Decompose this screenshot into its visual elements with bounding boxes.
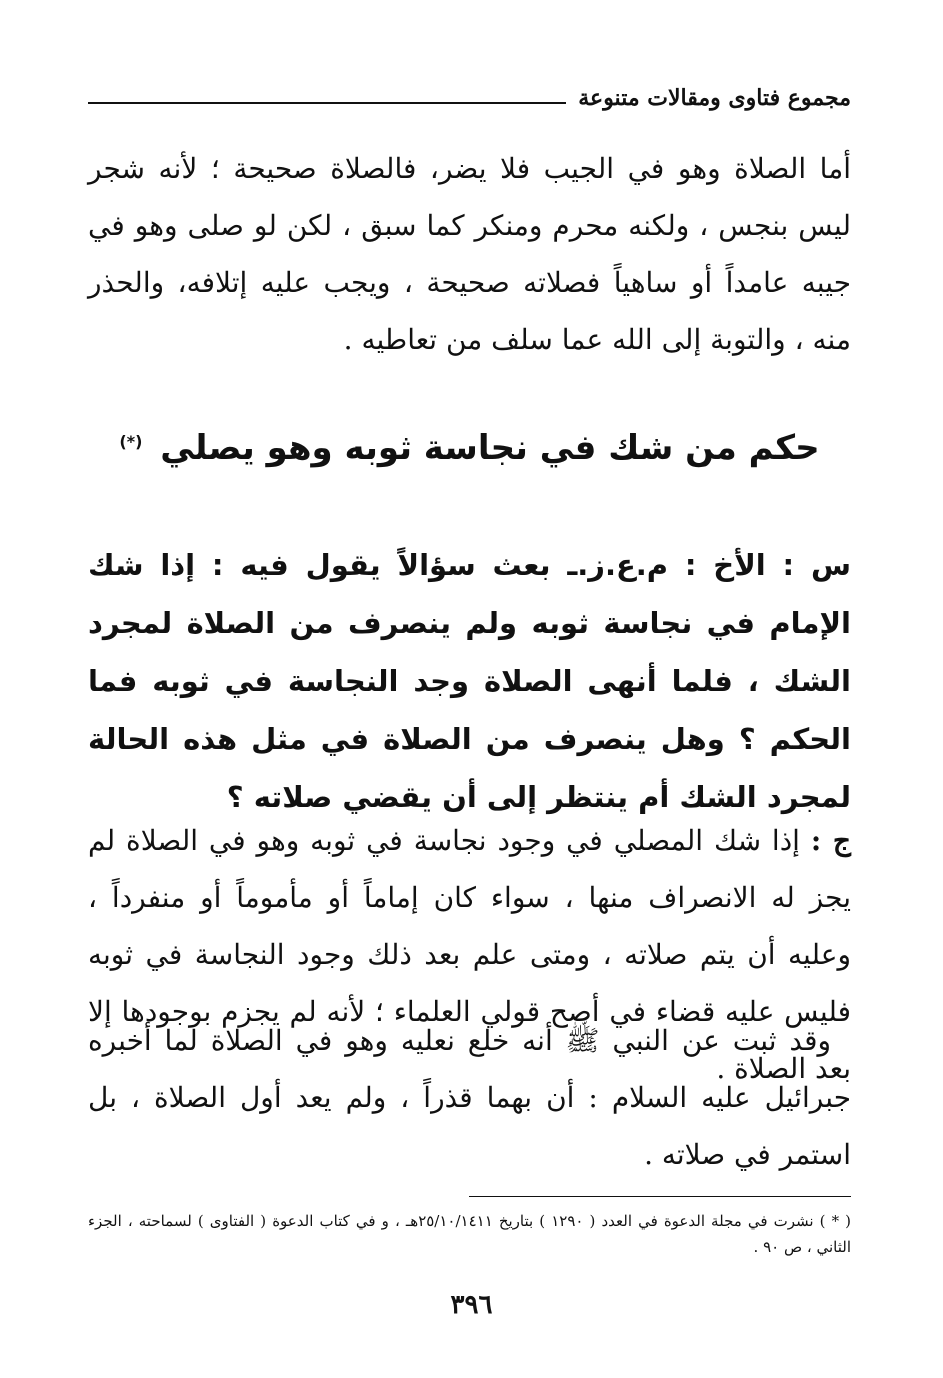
section-title xyxy=(88,428,851,468)
footnote-marker: (*) xyxy=(119,431,143,451)
section-title-text: حكم من شك في نجاسة ثوبه وهو يصلي xyxy=(160,428,820,468)
intro-paragraph: أما الصلاة وهو في الجيب فلا يضر، فالصلاة صحيحة ؛ لأنه شجر ليس بنجس ، ولكنه محرم ومنكر كما سبق ، لكن لو صلى وهو في جيبه عامداً أو ساهياً فصلاته صحيحة ، ويجب عليه إتلافه، والحذر منه ، والتوبة إلى الله عما سلف من تعاطيه . xyxy=(88,152,851,356)
header-rule xyxy=(88,102,566,104)
running-header xyxy=(88,80,851,116)
answer-lead: ج : xyxy=(810,824,851,857)
footnote: ( * ) نشرت في مجلة الدعوة في العدد ( ١٢٩٠ ) بتاريخ ٢٥/١٠/١٤١١هـ ، و في كتاب الدعوة ( الفتاوى ) لسماحته ، الجزء الثاني ، ص ٩٠ . xyxy=(88,1212,852,1256)
footnote-rule xyxy=(469,1196,851,1197)
question-paragraph: س : الأخ : م.ع.ز.ـ بعث سؤالاً يقول فيه : إذا شك الإمام في نجاسة ثوبه ولم ينصرف من الصلاة لمجرد الشك ، فلما أنهى الصلاة وجد النجاسة في ثوبه فما الحكم ؟ وهل ينصرف من الصلاة في مثل هذه الحالة لمجرد الشك أم ينتظر إلى أن يقضي صلاته ؟ xyxy=(88,548,851,814)
answer-text: إذا شك المصلي في وجود نجاسة في ثوبه وهو في الصلاة لم يجز له الانصراف منها ، سواء كان إماماً أو مأموماً أو منفرداً ، وعليه أن يتم صلاته ، ومتى علم بعد ذلك وجود النجاسة في ثوبه فليس عليه قضاء في أصح قولي العلماء ؛ لأنه لم يجزم بوجودها إلا بعد الصلاة . xyxy=(88,824,851,1085)
answer-paragraph-2: وقد ثبت عن النبي ﷺ أنه خلع نعليه وهو في الصلاة لما أخبره جبرائيل عليه السلام : أن بهما قذراً ، ولم يعد أول الصلاة ، بل استمر في صلاته . xyxy=(88,1024,851,1171)
page-number: ٣٩٦ xyxy=(450,1290,493,1320)
header-title: مجموع فتاوى ومقالات متنوعة xyxy=(578,85,851,111)
